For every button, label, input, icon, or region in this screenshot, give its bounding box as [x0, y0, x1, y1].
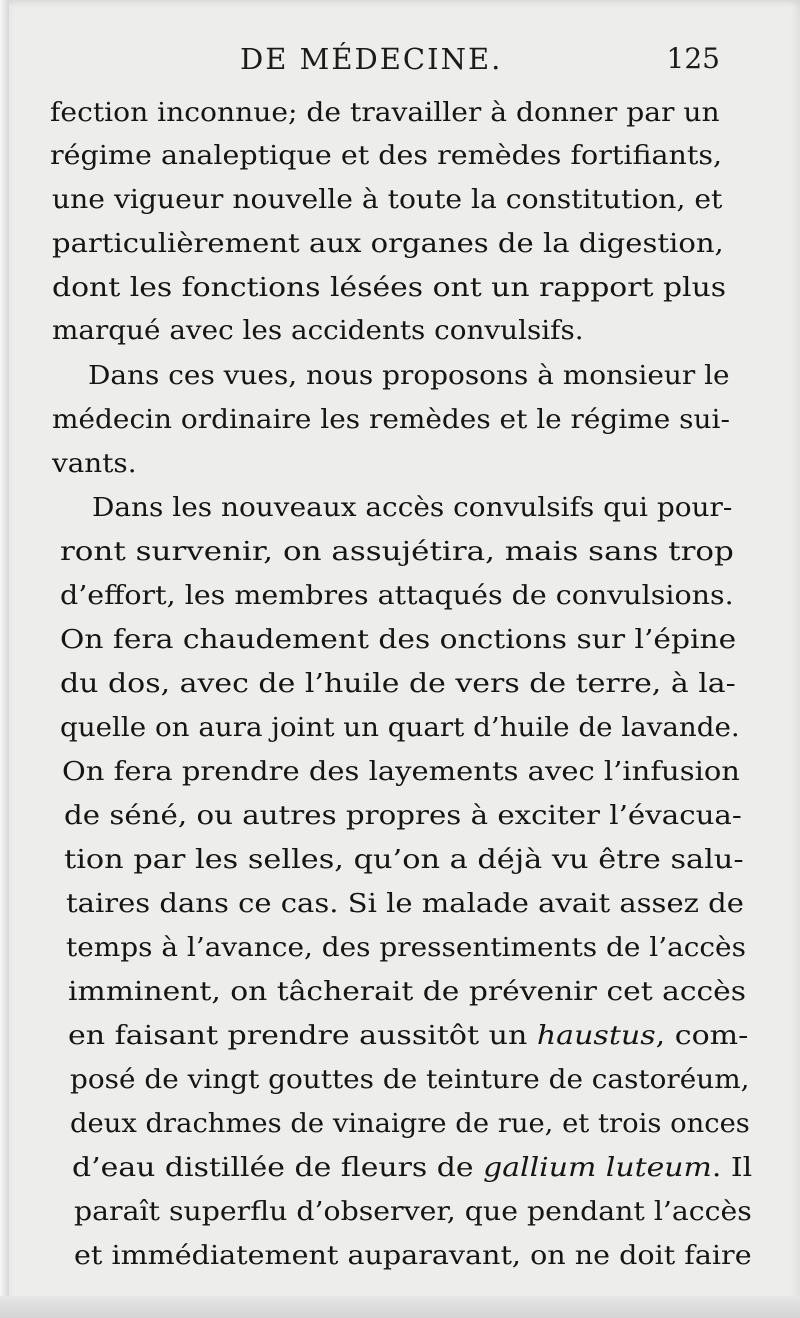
text-line: marqué avec les accidents convulsifs.	[52, 315, 584, 346]
text-line: et immédiatement auparavant, on ne doit faire	[74, 1240, 752, 1271]
text-line: tion par les selles, qu’on a déjà vu être salu-	[64, 844, 744, 875]
text-line: fection inconnue; de travailler à donner par un	[50, 97, 720, 128]
text-line: On fera prendre des layements avec l’infusion	[62, 756, 740, 787]
text-line: paraît superflu d’observer, que pendant l’accès	[74, 1196, 752, 1227]
text-line: Dans les nouveaux accès convulsifs qui pour-	[92, 492, 733, 523]
running-head: DE MÉDECINE.	[240, 42, 503, 76]
text-line: en faisant prendre aussitôt un haustus, com-	[68, 1020, 749, 1051]
text-line: quelle on aura joint un quart d’huile de lavande.	[60, 712, 740, 743]
text-line: particulièrement aux organes de la digestion,	[52, 228, 724, 259]
text-line: d’effort, les membres attaqués de convulsions.	[60, 580, 734, 611]
page-number: 125	[666, 42, 720, 75]
text-line: imminent, on tâcherait de prévenir cet accès	[68, 976, 747, 1007]
text-line: taires dans ce cas. Si le malade avait assez de	[66, 888, 744, 919]
text-line: vants.	[52, 448, 137, 479]
text-line: du dos, avec de l’huile de vers de terre, à la-	[60, 668, 736, 699]
text-line: deux drachmes de vinaigre de rue, et trois onces	[70, 1108, 750, 1139]
text-line: d’eau distillée de fleurs de gallium luteum. Il	[72, 1152, 753, 1183]
text-line: Dans ces vues, nous proposons à monsieur le	[88, 360, 730, 391]
text-line: temps à l’avance, des pressentiments de l’accès	[66, 932, 746, 963]
text-line: régime analeptique et des remèdes fortifiants,	[50, 140, 723, 171]
text-line: posé de vingt gouttes de teinture de castoréum,	[70, 1064, 750, 1095]
text-line: une vigueur nouvelle à toute la constitution, et	[52, 184, 723, 215]
text-line: de séné, ou autres propres à exciter l’évacua-	[64, 800, 742, 831]
text-line: médecin ordinaire les remèdes et le régime sui-	[52, 404, 730, 435]
text-line: ront survenir, on assujétira, mais sans trop	[60, 536, 734, 567]
text-line: dont les fonctions lésées ont un rapport plus	[52, 272, 727, 303]
text-line: On fera chaudement des onctions sur l’épine	[60, 624, 737, 655]
